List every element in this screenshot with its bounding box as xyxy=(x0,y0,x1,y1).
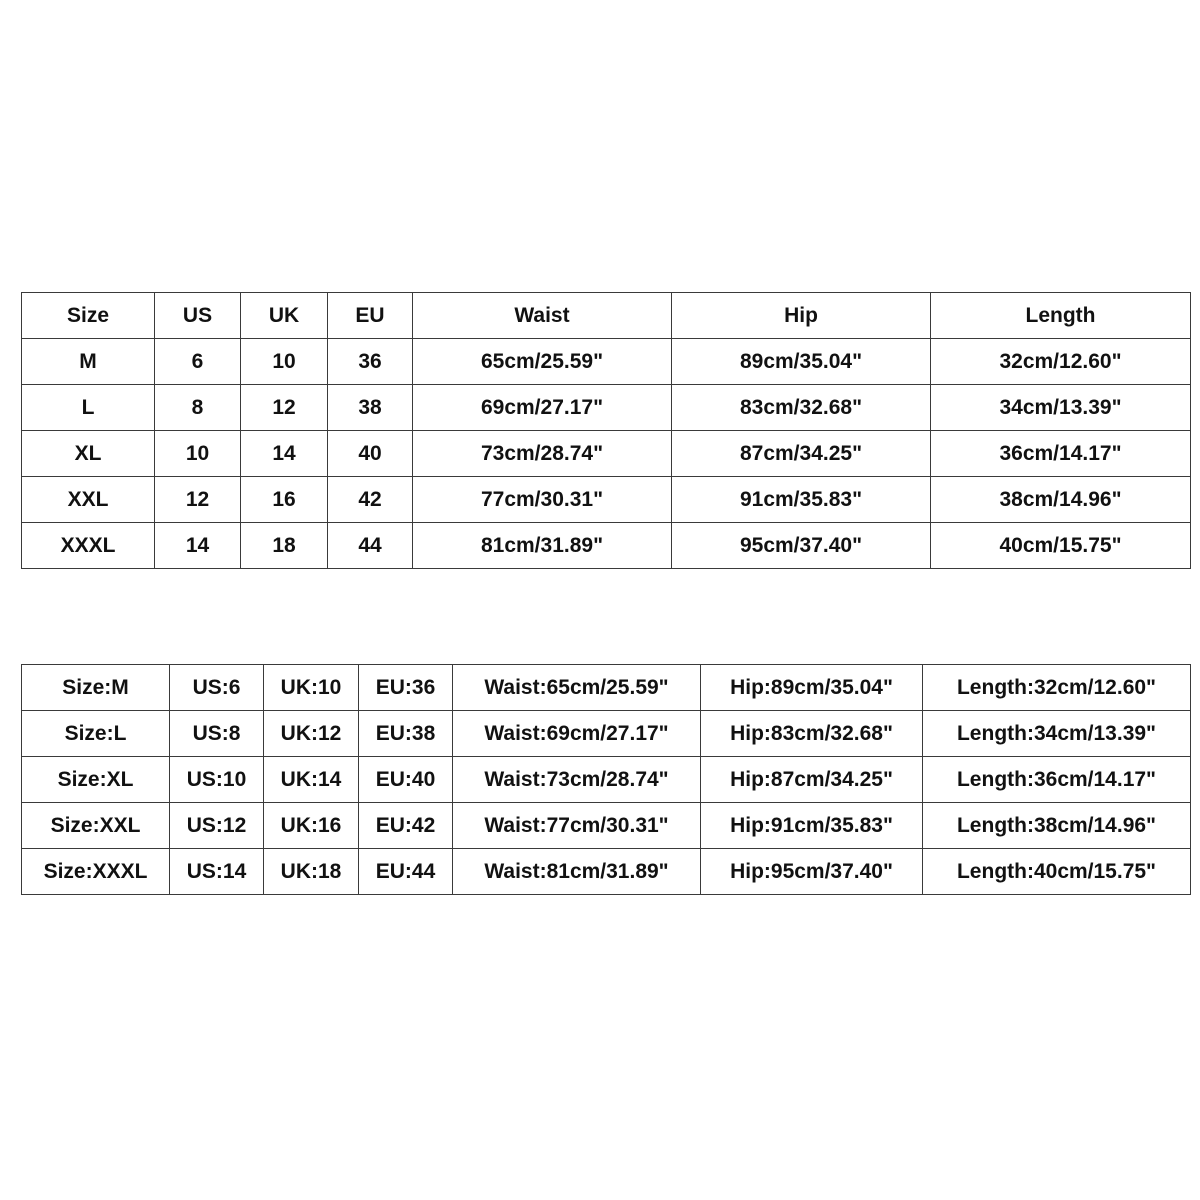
eu-cell: 42 xyxy=(328,477,413,523)
hip-cell: 89cm/35.04" xyxy=(672,339,931,385)
waist-cell: 73cm/28.74" xyxy=(413,431,672,477)
uk-cell: UK:18 xyxy=(264,849,359,895)
waist-cell: Waist:65cm/25.59" xyxy=(453,665,701,711)
size-cell: M xyxy=(22,339,155,385)
table-row xyxy=(22,849,1191,895)
us-cell: US:14 xyxy=(170,849,264,895)
table-row xyxy=(22,385,1191,431)
waist-cell: Waist:69cm/27.17" xyxy=(453,711,701,757)
table-row xyxy=(22,477,1191,523)
table-row xyxy=(22,431,1191,477)
hip-cell: 83cm/32.68" xyxy=(672,385,931,431)
length-cell: 32cm/12.60" xyxy=(931,339,1191,385)
uk-cell: 16 xyxy=(241,477,328,523)
uk-cell: 10 xyxy=(241,339,328,385)
header-uk: UK xyxy=(241,293,328,339)
eu-cell: EU:40 xyxy=(359,757,453,803)
waist-cell: 81cm/31.89" xyxy=(413,523,672,569)
size-cell: XXL xyxy=(22,477,155,523)
length-cell: 40cm/15.75" xyxy=(931,523,1191,569)
us-cell: US:8 xyxy=(170,711,264,757)
waist-cell: 69cm/27.17" xyxy=(413,385,672,431)
us-cell: 12 xyxy=(155,477,241,523)
waist-cell: Waist:77cm/30.31" xyxy=(453,803,701,849)
eu-cell: EU:42 xyxy=(359,803,453,849)
table-row xyxy=(22,339,1191,385)
size-cell: XXXL xyxy=(22,523,155,569)
table-header-row xyxy=(22,293,1191,339)
length-cell: Length:40cm/15.75" xyxy=(923,849,1191,895)
size-cell: Size:M xyxy=(22,665,170,711)
hip-cell: Hip:87cm/34.25" xyxy=(701,757,923,803)
header-us: US xyxy=(155,293,241,339)
us-cell: 6 xyxy=(155,339,241,385)
size-cell: Size:L xyxy=(22,711,170,757)
size-cell: Size:XL xyxy=(22,757,170,803)
eu-cell: EU:38 xyxy=(359,711,453,757)
uk-cell: UK:12 xyxy=(264,711,359,757)
waist-cell: Waist:81cm/31.89" xyxy=(453,849,701,895)
size-cell: Size:XXL xyxy=(22,803,170,849)
us-cell: US:12 xyxy=(170,803,264,849)
length-cell: Length:36cm/14.17" xyxy=(923,757,1191,803)
waist-cell: Waist:73cm/28.74" xyxy=(453,757,701,803)
size-chart-body xyxy=(22,293,1191,569)
hip-cell: Hip:89cm/35.04" xyxy=(701,665,923,711)
eu-cell: EU:36 xyxy=(359,665,453,711)
hip-cell: Hip:91cm/35.83" xyxy=(701,803,923,849)
uk-cell: UK:16 xyxy=(264,803,359,849)
header-eu: EU xyxy=(328,293,413,339)
uk-cell: UK:10 xyxy=(264,665,359,711)
waist-cell: 65cm/25.59" xyxy=(413,339,672,385)
size-chart-table xyxy=(21,292,1191,569)
hip-cell: Hip:95cm/37.40" xyxy=(701,849,923,895)
length-cell: 34cm/13.39" xyxy=(931,385,1191,431)
hip-cell: 91cm/35.83" xyxy=(672,477,931,523)
hip-cell: 87cm/34.25" xyxy=(672,431,931,477)
hip-cell: Hip:83cm/32.68" xyxy=(701,711,923,757)
uk-cell: 12 xyxy=(241,385,328,431)
uk-cell: 18 xyxy=(241,523,328,569)
size-label-table xyxy=(21,664,1191,895)
eu-cell: 38 xyxy=(328,385,413,431)
eu-cell: 40 xyxy=(328,431,413,477)
length-cell: Length:32cm/12.60" xyxy=(923,665,1191,711)
waist-cell: 77cm/30.31" xyxy=(413,477,672,523)
us-cell: 10 xyxy=(155,431,241,477)
length-cell: Length:34cm/13.39" xyxy=(923,711,1191,757)
eu-cell: 36 xyxy=(328,339,413,385)
table-row xyxy=(22,757,1191,803)
us-cell: 8 xyxy=(155,385,241,431)
table-row xyxy=(22,523,1191,569)
header-hip: Hip xyxy=(672,293,931,339)
us-cell: US:10 xyxy=(170,757,264,803)
eu-cell: EU:44 xyxy=(359,849,453,895)
table-row xyxy=(22,665,1191,711)
size-cell: XL xyxy=(22,431,155,477)
header-length: Length xyxy=(931,293,1191,339)
hip-cell: 95cm/37.40" xyxy=(672,523,931,569)
eu-cell: 44 xyxy=(328,523,413,569)
header-size: Size xyxy=(22,293,155,339)
us-cell: 14 xyxy=(155,523,241,569)
table-row xyxy=(22,803,1191,849)
us-cell: US:6 xyxy=(170,665,264,711)
length-cell: 38cm/14.96" xyxy=(931,477,1191,523)
size-cell: L xyxy=(22,385,155,431)
length-cell: 36cm/14.17" xyxy=(931,431,1191,477)
uk-cell: UK:14 xyxy=(264,757,359,803)
table-row xyxy=(22,711,1191,757)
header-waist: Waist xyxy=(413,293,672,339)
size-cell: Size:XXXL xyxy=(22,849,170,895)
size-label-body xyxy=(22,665,1191,895)
uk-cell: 14 xyxy=(241,431,328,477)
length-cell: Length:38cm/14.96" xyxy=(923,803,1191,849)
